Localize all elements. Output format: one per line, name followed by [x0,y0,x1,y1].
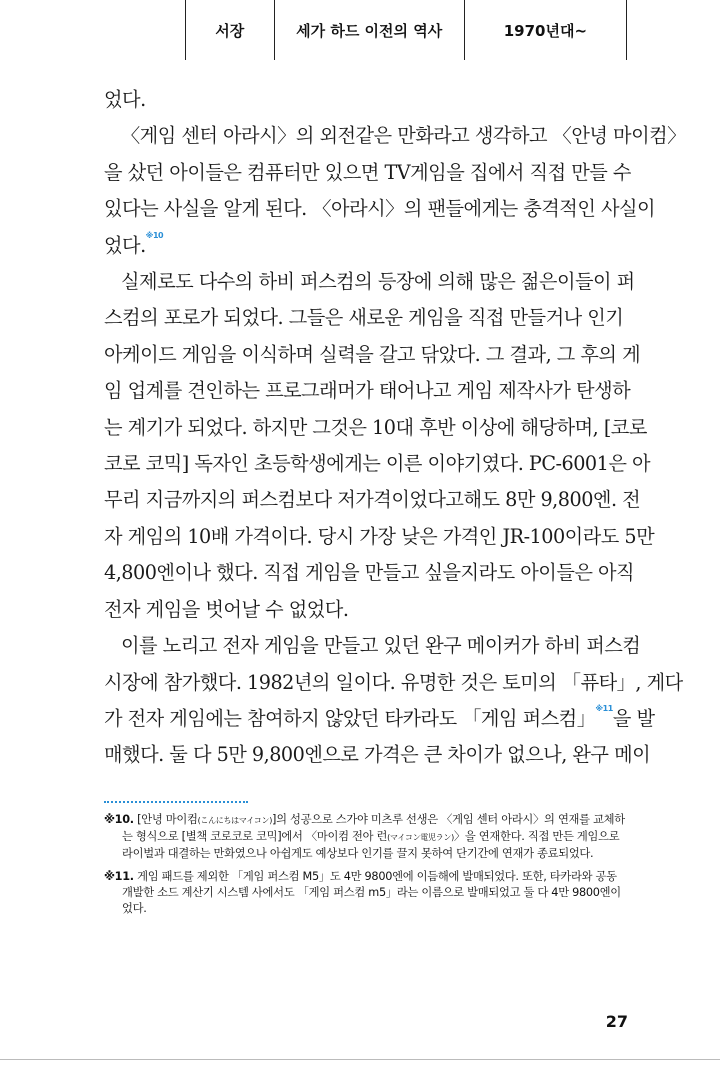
header-section-history: 세가 하드 이전의 역사 [274,0,464,60]
footnote-japanese-title: (マイコン電児ラン) [387,833,454,843]
text-line [104,228,628,264]
text-line: 는 계기가 되었다. 하지만 그것은 10대 후반 이상에 해당하며, [코로 [104,415,647,439]
text-line: 〈게임 센터 아라시〉의 외전같은 만화라고 생각하고 〈안녕 마이컴〉 [121,124,686,148]
running-header [185,0,627,60]
footnote-number: ※10. [104,813,134,826]
footnote-separator [104,801,248,803]
text-line: 이를 노리고 전자 게임을 만들고 있던 완구 메이커가 하비 퍼스컴 [121,634,641,658]
footnotes [104,812,628,923]
footnote-ref-10[interactable]: ※10 [145,230,164,240]
body-text [104,82,686,774]
paragraph-2 [104,118,686,264]
text-line: 있다는 사실을 알게 된다. 〈아라시〉의 팬들에게는 충격적인 사실이 [104,197,656,221]
footnote-text: 게임 패드를 제외한 「게임 퍼스컴 M5」도 4만 9800엔에 이듬해에 발매되었다. 또한, 타카라와 공동 개발한 소드 계산기 시스템 사에서도 「게임 퍼스컴 m5」라는 이름으로 발매되었고 둘 다 4만 9800엔이었다. [122,869,621,916]
text-fragment: 었다. [104,233,146,257]
text-fragment: 을 발 [612,706,655,730]
footnote-10 [104,812,628,863]
footnote-11 [104,869,628,918]
text-line: 코로 코믹] 독자인 초등학생에게는 이른 이야기였다. PC-6001은 아 [104,452,650,476]
text-line: 시장에 참가했다. 1982년의 일이다. 유명한 것은 토미의 「퓨타」, 게다 [104,670,683,694]
header-section-era: 1970년대~ [464,0,627,60]
text-line: 아케이드 게임을 이식하며 실력을 갈고 닦았다. 그 결과, 그 후의 게 [104,342,641,366]
text-line: 자 게임의 10배 가격이다. 당시 가장 낮은 가격인 JR-100이라도 5만 [104,524,655,548]
footnote-number: ※11. [104,869,134,883]
text-line: 무리 지금까지의 퍼스컴보다 저가격이었다고해도 8만 9,800엔. 전 [104,488,641,512]
footnote-text: 〉을 연재한다. 직접 만든 게임으로 라이벌과 대결하는 만화였으나 아쉽게도 예상보다 인기를 끌지 못하여 단기간에 연재가 종료되었다. [122,830,620,861]
footnote-text: [안녕 마이컴 [137,813,198,826]
footnote-text: ]의 성공으로 스가야 미츠루 선생은 〈게임 센터 아라시〉의 연재를 교체하는 형식으로 [별책 코로코로 코믹]에서 〈마이컴 전아 런 [122,813,625,844]
text-line: 임 업계를 견인하는 프로그래머가 태어나고 게임 제작사가 탄생하 [104,379,631,403]
footnote-japanese-title: (こんにちはマイコン) [197,816,273,825]
paragraph-3 [104,264,655,628]
text-line: 전자 게임을 벗어날 수 없었다. [104,597,349,621]
page-number: 27 [605,1012,628,1031]
text-line: 스컴의 포로가 되었다. 그들은 새로운 게임을 직접 만들거나 인기 [104,306,624,330]
header-section-prologue: 서장 [185,0,274,60]
bottom-divider [0,1059,720,1060]
text-line [104,701,655,737]
paragraph-4 [104,628,683,774]
paragraph-1 [104,82,628,118]
text-line: 4,800엔이나 했다. 직접 게임을 만들고 싶을지라도 아이들은 아직 [104,561,635,585]
text-line: 을 샀던 아이들은 컴퓨터만 있으면 TV게임을 집에서 직접 만들 수 [104,160,631,184]
text-line: 매했다. 둘 다 5만 9,800엔으로 가격은 큰 차이가 없으나, 완구 메이 [104,743,651,767]
text-fragment: 가 전자 게임에는 참여하지 않았던 타카라도 「게임 퍼스컴」 [104,706,596,730]
footnote-ref-11[interactable]: ※11 [595,703,613,713]
text-line: 었다. [104,88,146,111]
text-line: 실제로도 다수의 하비 퍼스컴의 등장에 의해 많은 젊은이들이 퍼 [121,270,635,294]
